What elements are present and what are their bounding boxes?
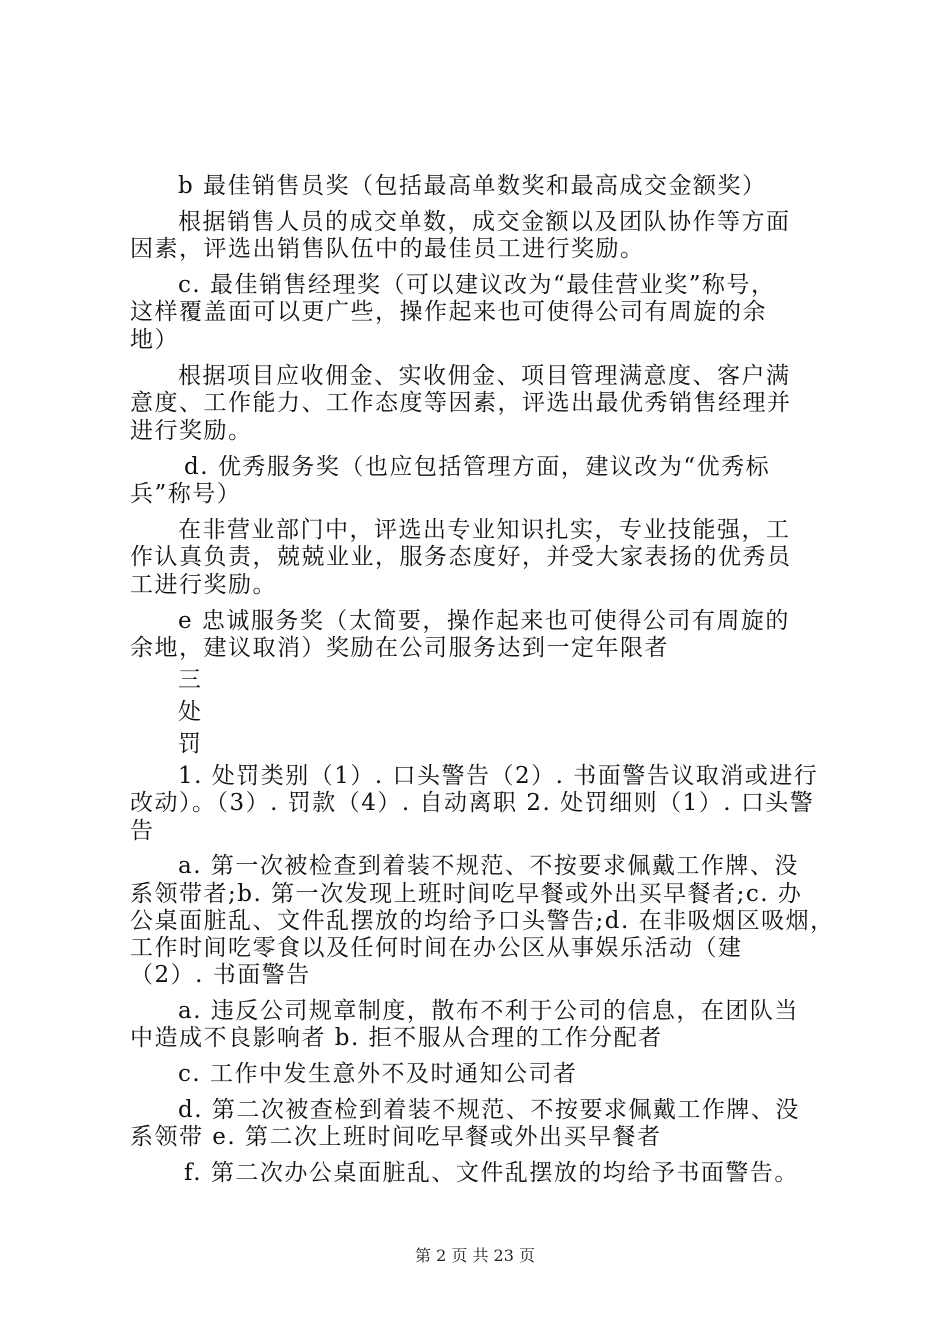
text-line: 工作时间吃零食以及任何时间在办公区从事娱乐活动（建 bbox=[130, 935, 743, 961]
text-line: 在非营业部门中，评选出专业知识扎实，专业技能强，工 bbox=[178, 517, 791, 543]
text-line: 根据销售人员的成交单数，成交金额以及团队协作等方面 bbox=[178, 209, 791, 235]
page-number-footer: 第 2 页 共 23 页 bbox=[415, 1246, 535, 1265]
text-line: 意度、工作能力、工作态度等因素，评选出最优秀销售经理并 bbox=[130, 390, 792, 416]
text-line: 根据项目应收佣金、实收佣金、项目管理满意度、客户满 bbox=[178, 363, 791, 389]
text-line: 处 bbox=[178, 699, 203, 725]
text-line: e 忠诚服务奖（太简要，操作起来也可使得公司有周旋的 bbox=[178, 608, 790, 634]
text-line: 公桌面脏乱、文件乱摆放的均给予口头警告;d. 在非吸烟区吸烟， bbox=[130, 908, 835, 934]
text-line: d. 优秀服务奖（也应包括管理方面，建议改为“优秀标 bbox=[184, 454, 771, 480]
text-line: 工进行奖励。 bbox=[130, 572, 277, 598]
text-line: b 最佳销售员奖（包括最高单数奖和最高成交金额奖） bbox=[178, 173, 767, 199]
text-line: a. 第一次被检查到着装不规范、不按要求佩戴工作牌、没 bbox=[178, 853, 799, 879]
text-line: 作认真负责，兢兢业业，服务态度好，并受大家表扬的优秀员 bbox=[130, 544, 792, 570]
text-line: 进行奖励。 bbox=[130, 418, 253, 444]
text-line: （2）. 书面警告 bbox=[130, 962, 311, 988]
text-line: c. 最佳销售经理奖（可以建议改为“最佳营业奖”称号， bbox=[178, 272, 776, 298]
text-line: 罚 bbox=[178, 731, 203, 757]
text-line: 余地，建议取消）奖励在公司服务达到一定年限者 bbox=[130, 635, 669, 661]
text-line: 1. 处罚类别（1）. 口头警告（2）. 书面警告议取消或进行 bbox=[178, 763, 819, 789]
text-line: d. 第二次被查检到着装不规范、不按要求佩戴工作牌、没 bbox=[178, 1097, 800, 1123]
text-line: 兵”称号） bbox=[130, 481, 242, 507]
text-line: 告 bbox=[130, 818, 155, 844]
text-line: 改动）。（3）. 罚款（4）. 自动离职 2. 处罚细则（1）. 口头警 bbox=[130, 790, 815, 816]
text-line: 地） bbox=[130, 327, 179, 353]
text-line: 系领带 e. 第二次上班时间吃早餐或外出买早餐者 bbox=[130, 1124, 662, 1150]
text-line: 三 bbox=[178, 667, 203, 693]
text-line: c. 工作中发生意外不及时通知公司者 bbox=[178, 1061, 578, 1087]
text-line: 系领带者;b. 第一次发现上班时间吃早餐或外出买早餐者;c. 办 bbox=[130, 881, 803, 907]
text-line: a. 违反公司规章制度，散布不利于公司的信息，在团队当 bbox=[178, 998, 799, 1024]
text-line: 中造成不良影响者 b. 拒不服从合理的工作分配者 bbox=[130, 1025, 663, 1051]
text-line: 因素，评选出销售队伍中的最佳员工进行奖励。 bbox=[130, 236, 645, 262]
text-line: f. 第二次办公桌面脏乱、文件乱摆放的均给予书面警告。 bbox=[184, 1160, 799, 1186]
text-line: 这样覆盖面可以更广些，操作起来也可使得公司有周旋的余 bbox=[130, 299, 767, 325]
